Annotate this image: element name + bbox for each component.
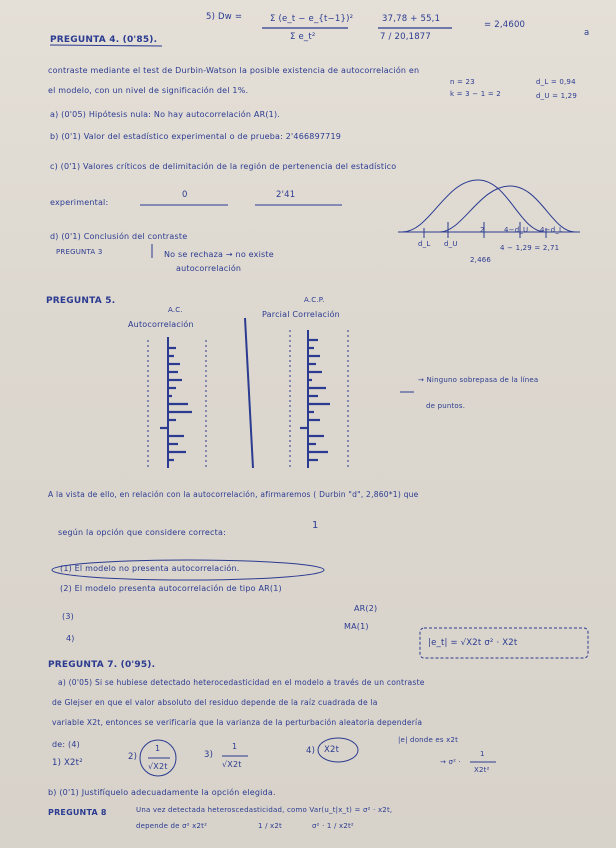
q7-right-note-2-num: 1 bbox=[480, 750, 485, 758]
q4-graph-label-du: d_U bbox=[444, 240, 458, 248]
q5-option-2: (2) El modelo presenta autocorrelación de tipo AR(1) bbox=[60, 584, 282, 593]
top-formula-denominator: Σ e_t² bbox=[290, 32, 316, 42]
q7-right-note-2-den: X2t² bbox=[474, 766, 490, 774]
q4-graph-value-1: 4 − 1,29 = 2,71 bbox=[500, 244, 560, 252]
q7-option-4: 4) bbox=[306, 746, 316, 756]
q5-question-2: según la opción que considere correcta: bbox=[58, 528, 226, 537]
q4-part-c: c) (0'1) Valores críticos de delimitación de la región de pertenencia del estadístico bbox=[50, 162, 397, 171]
q5-option-2b: AR(2) bbox=[354, 604, 378, 613]
q5-answer-mark: 1 bbox=[312, 520, 319, 531]
q5-title: PREGUNTA 5. bbox=[46, 296, 116, 306]
q4-conclusion-1: No se rechaza → no existe bbox=[164, 250, 274, 259]
q7-part-b: b) (0'1) Justifíquelo adecuadamente la opción elegida. bbox=[48, 788, 276, 797]
q4-part-a: a) (0'05) Hipótesis nula: No hay autocorrelación AR(1). bbox=[50, 110, 281, 119]
q4-note-dl: d_L = 0,94 bbox=[536, 78, 576, 86]
q4-graph-label-4-dl: 4−d_L bbox=[540, 226, 564, 234]
q5-acf-title: Autocorrelación bbox=[128, 320, 194, 329]
q4-graph-label-2: 2 bbox=[480, 226, 485, 234]
q5-formula-box: |e_t| = √X2t σ² · X2t bbox=[428, 638, 518, 648]
q4-graph-value-2: 2,466 bbox=[470, 256, 492, 264]
q8-text-line1: Una vez detectada heteroscedasticidad, como Var(u_t|x_t) = σ² · x2t, bbox=[136, 806, 393, 814]
top-formula-result: = 2,4600 bbox=[484, 20, 526, 30]
q7-option-1: 1) X2t² bbox=[52, 758, 83, 768]
q7-a-line2: de Glejser en que el valor absoluto del residuo depende de la raíz cuadrada de la bbox=[52, 698, 378, 707]
q8-fraction-1: 1 / x2t bbox=[258, 822, 283, 830]
q7-option-2-num: 1 bbox=[155, 744, 161, 753]
q7-a-line4: de: (4) bbox=[52, 740, 80, 749]
q5-pacf-title: Parcial Correlación bbox=[262, 310, 340, 319]
q7-option-3-den: √X2t bbox=[222, 760, 242, 769]
top-corner-mark: a bbox=[584, 28, 590, 38]
top-formula-mid-denominator: 7 / 20,1877 bbox=[380, 32, 432, 42]
q4-graph-label-dl: d_L bbox=[418, 240, 431, 248]
q8-fraction-2: σ² · 1 / x2t² bbox=[312, 822, 354, 830]
q4-part-d-label: PREGUNTA 3 bbox=[56, 248, 103, 256]
q5-acf-head: A.C. bbox=[168, 306, 183, 314]
q5-option-1: (1) El modelo no presenta autocorrelación. bbox=[60, 564, 240, 573]
q5-note-1: → Ninguno sobrepasa de la línea bbox=[418, 376, 539, 384]
q5-option-3: (3) bbox=[62, 612, 74, 621]
q8-text-line2: depende de σ² x2t² bbox=[136, 822, 208, 830]
q4-critical-value-1: 0 bbox=[182, 190, 188, 200]
q7-option-2: 2) bbox=[128, 752, 138, 762]
q4-conclusion-2: autocorrelación bbox=[176, 264, 242, 273]
q7-option-3: 3) bbox=[204, 750, 214, 760]
q5-option-4: 4) bbox=[66, 634, 75, 643]
q4-part-d: d) (0'1) Conclusión del contraste bbox=[50, 232, 188, 241]
q7-right-note-1: |e| donde es x2t bbox=[398, 736, 459, 744]
q4-part-c-cont: experimental: bbox=[50, 198, 109, 207]
q5-pacf-head: A.C.P. bbox=[304, 296, 325, 304]
q8-title: PREGUNTA 8 bbox=[48, 808, 107, 817]
q4-graph-label-4-du: 4−d_U bbox=[504, 226, 529, 234]
q4-note-k: k = 3 − 1 = 2 bbox=[450, 90, 501, 98]
q7-right-note-2: → σ² · bbox=[440, 758, 461, 766]
q7-option-2-den: √X2t bbox=[148, 762, 168, 771]
q7-a-line3: variable X2t, entonces se verificaría que la varianza de la perturbación aleatoria dependería bbox=[52, 718, 423, 727]
q5-question-1: A la vista de ello, en relación con la autocorrelación, afirmaremos ( Durbin "d", 2,860*1) que bbox=[48, 490, 419, 499]
q4-title: PREGUNTA 4. (0'85). bbox=[50, 35, 158, 45]
top-formula-numerator: Σ (e_t − e_{t−1})² bbox=[270, 14, 354, 24]
q7-title: PREGUNTA 7. (0'95). bbox=[48, 660, 156, 670]
q4-part-b: b) (0'1) Valor del estadístico experimental o de prueba: 2'466897719 bbox=[50, 132, 342, 141]
q5-note-2: de puntos. bbox=[426, 402, 466, 410]
q4-intro-line2: el modelo, con un nivel de significación del 1%. bbox=[48, 86, 249, 95]
top-formula-mid-numerator: 37,78 + 55,1 bbox=[382, 14, 441, 24]
q7-a-line1: a) (0'05) Si se hubiese detectado heterocedasticidad en el modelo a través de un contraste bbox=[58, 678, 425, 687]
q7-option-3-num: 1 bbox=[232, 742, 238, 751]
q7-option-4-value: X2t bbox=[324, 745, 340, 755]
q4-note-n: n = 23 bbox=[450, 78, 475, 86]
top-formula-label: 5) Dw = bbox=[206, 12, 243, 22]
q4-critical-value-2: 2'41 bbox=[276, 190, 296, 200]
q4-note-du: d_U = 1,29 bbox=[536, 92, 577, 100]
q5-option-3b: MA(1) bbox=[344, 622, 369, 631]
q4-intro-line1: contraste mediante el test de Durbin-Watson la posible existencia de autocorrelación en bbox=[48, 66, 420, 75]
